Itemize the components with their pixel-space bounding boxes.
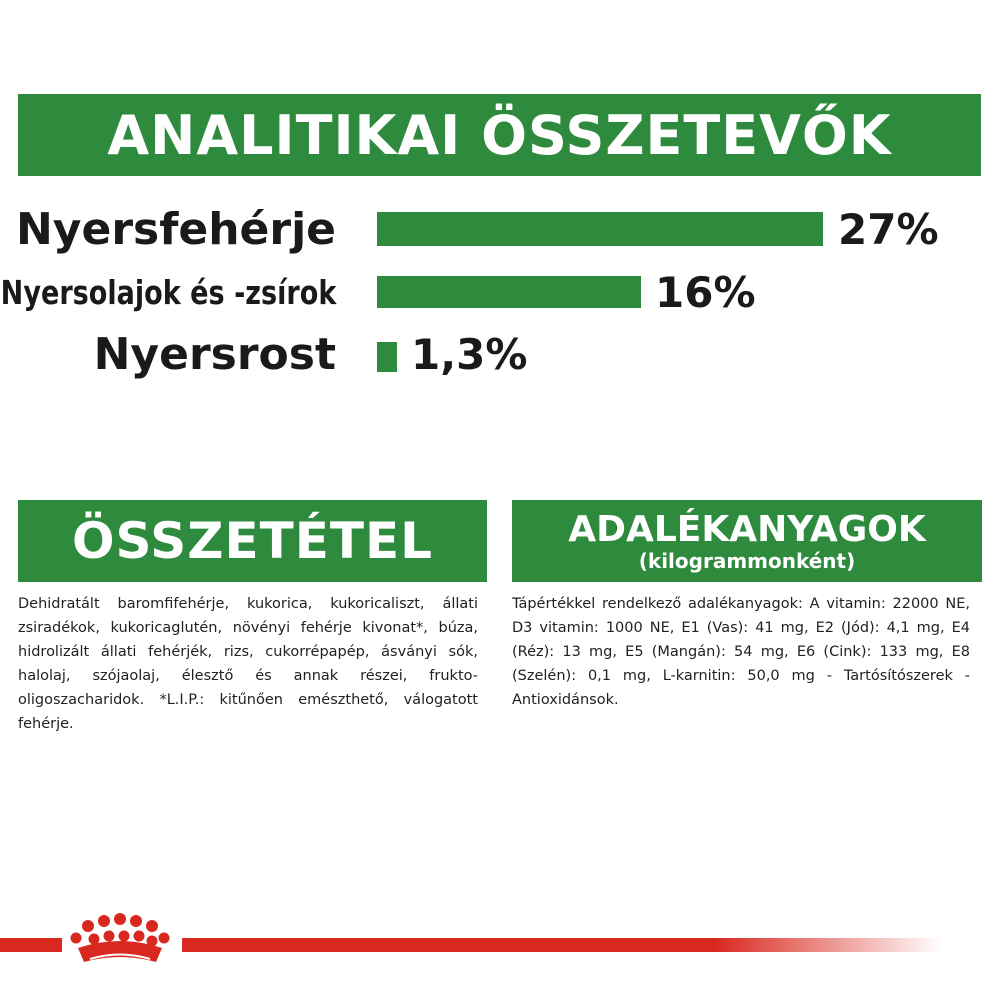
footer-red-line-right [182, 938, 942, 952]
nutrient-label: Nyersrost [93, 329, 336, 380]
nutrient-bar [377, 212, 823, 246]
analytical-constituents-title: ANALITIKAI ÖSSZETEVŐK [107, 103, 892, 167]
nutrient-value: 16% [655, 268, 756, 317]
nutrient-bar [377, 276, 641, 308]
composition-banner [18, 500, 487, 582]
composition-title: ÖSSZETÉTEL [71, 512, 434, 570]
analytical-constituents-banner [18, 94, 981, 176]
nutrient-row-fat [0, 263, 1000, 323]
nutrient-label: Nyersfehérje [15, 204, 336, 255]
nutrient-value: 1,3% [411, 330, 528, 379]
nutrient-bar [377, 342, 397, 372]
nutrient-label: Nyersolajok és -zsírok [0, 273, 336, 312]
additives-banner [512, 500, 982, 582]
nutrient-value: 27% [838, 205, 939, 254]
additives-text: Tápértékkel rendelkező adalékanyagok: A vitamin: 22000 NE, D3 vitamin: 1000 NE, E1 (Vas): 41 mg, E2 (Jód): 4,1 mg, E4 (Réz): 13 mg, E5 (Mangán): 54 mg, E6 (Cink): 133 mg, E8 (Szelén): 0,1 mg, L-karnitin: 50,0 mg - Tartósítószerek - Antioxidánsok. [512, 596, 970, 708]
additives-title: ADALÉKANYAGOK [568, 509, 926, 550]
composition-text: Dehidratált baromfifehérje, kukorica, kukoricaliszt, állati zsiradékok, kukoricaglutén, növényi fehérje kivonat*, búza, hidrolizált állati fehérjék, rizs, cukorrépapép, ásványi sók, halolaj, szójaolaj, élesztő és annak részei, frukto-oligoszacharidok. *L.I.P.: kitűnően emészthető, válogatott fehérje. [18, 596, 478, 732]
nutrient-row-fiber [0, 325, 1000, 385]
nutrient-row-protein [0, 200, 1000, 260]
footer-red-line-left [0, 938, 62, 952]
royal-canin-crown-icon [64, 912, 176, 972]
additives-subtitle: (kilogrammonként) [638, 549, 856, 573]
